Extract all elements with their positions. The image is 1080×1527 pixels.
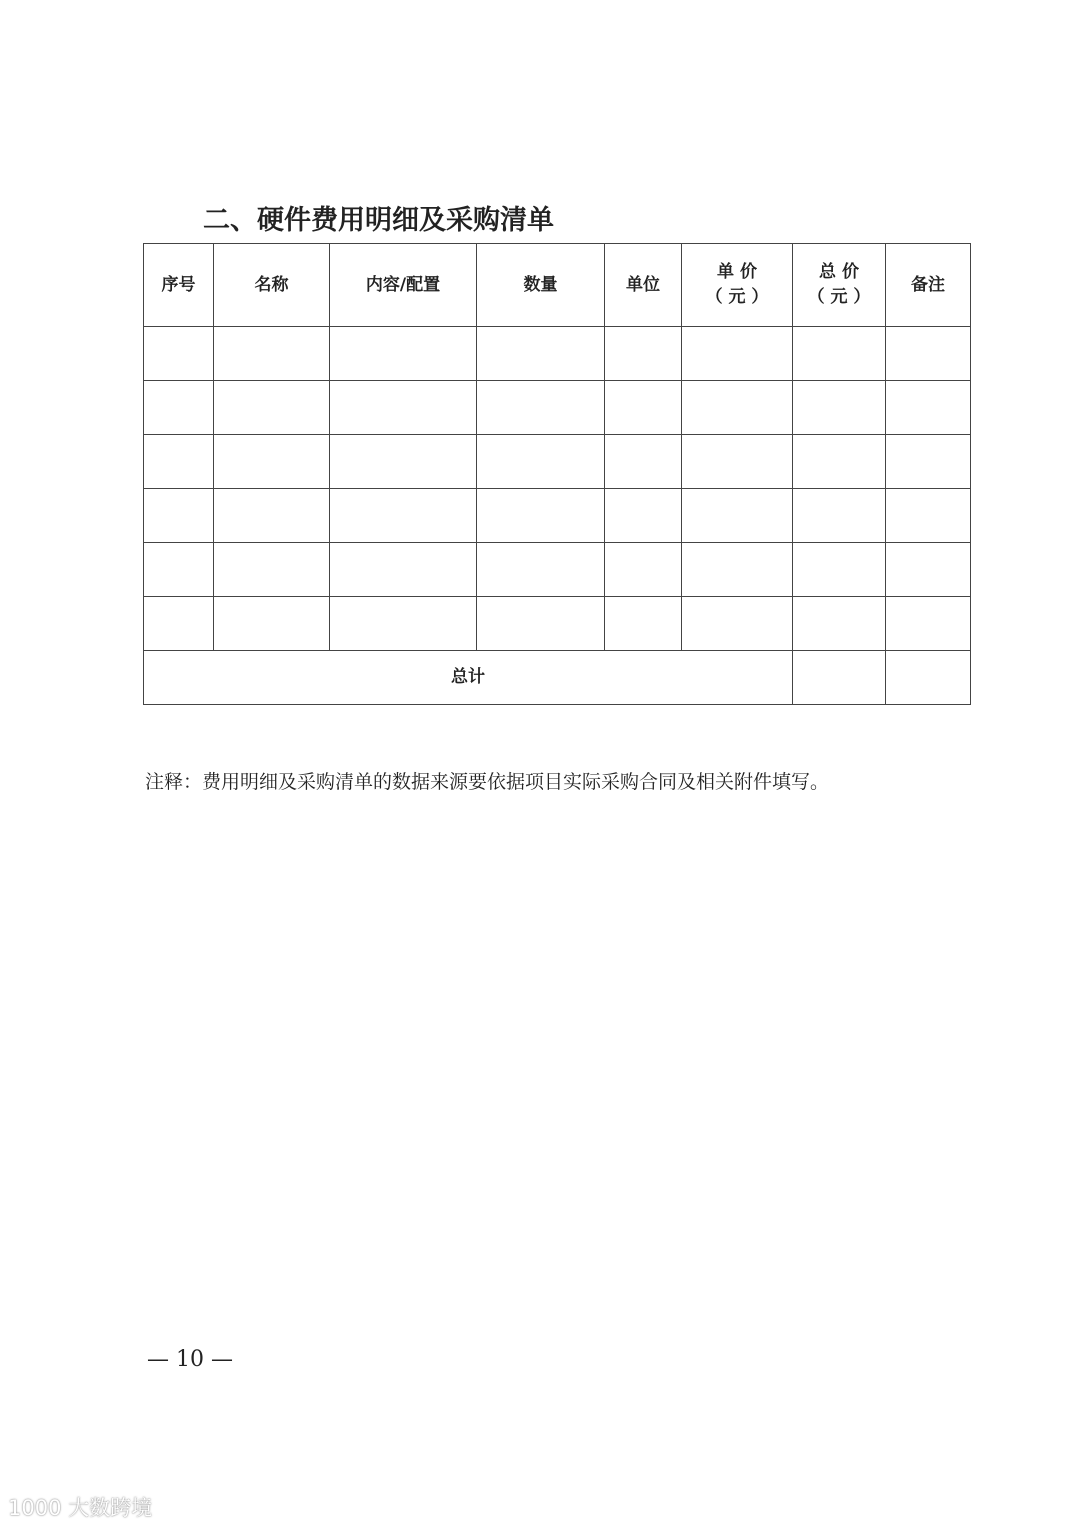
table-header-row <box>144 244 971 327</box>
table-row <box>144 597 971 651</box>
header-label: 数量 <box>523 274 558 295</box>
table-cell[interactable] <box>886 381 971 435</box>
header-name <box>214 244 330 327</box>
table-cell[interactable] <box>477 381 605 435</box>
total-label: 总计 <box>144 651 793 705</box>
header-total-price <box>793 244 886 327</box>
table-cell[interactable] <box>793 381 886 435</box>
table-cell[interactable] <box>886 327 971 381</box>
table-cell[interactable] <box>477 435 605 489</box>
table-cell[interactable] <box>682 435 793 489</box>
table-cell[interactable] <box>886 435 971 489</box>
header-sublabel: （ 元 ） <box>705 287 769 307</box>
footnote: 注释：费用明细及采购清单的数据来源要依据项目实际采购合同及相关附件填写。 <box>145 771 830 793</box>
table-cell[interactable] <box>330 489 477 543</box>
table-cell[interactable] <box>330 381 477 435</box>
table-cell[interactable] <box>605 489 682 543</box>
procurement-table <box>143 243 971 705</box>
table-cell[interactable] <box>682 489 793 543</box>
header-label: 总 价 <box>819 262 859 282</box>
total-remarks-cell[interactable] <box>886 651 971 705</box>
table-cell[interactable] <box>793 597 886 651</box>
table-cell[interactable] <box>214 489 330 543</box>
table-cell[interactable] <box>793 327 886 381</box>
table-cell[interactable] <box>605 543 682 597</box>
table-row <box>144 327 971 381</box>
table-cell[interactable] <box>605 327 682 381</box>
table-cell[interactable] <box>886 543 971 597</box>
header-label: 序号 <box>161 274 196 295</box>
table-cell[interactable] <box>214 435 330 489</box>
table-cell[interactable] <box>144 327 214 381</box>
table-cell[interactable] <box>682 597 793 651</box>
header-sublabel: （ 元 ） <box>807 287 871 307</box>
table-cell[interactable] <box>477 543 605 597</box>
header-label: 内容/配置 <box>365 274 441 295</box>
section-title: 二、硬件费用明细及采购清单 <box>203 205 554 236</box>
header-unit <box>605 244 682 327</box>
table-cell[interactable] <box>477 327 605 381</box>
table-cell[interactable] <box>605 597 682 651</box>
header-label: 备注 <box>911 274 945 295</box>
table-cell[interactable] <box>330 435 477 489</box>
table-cell[interactable] <box>605 435 682 489</box>
table-cell[interactable] <box>682 381 793 435</box>
header-index <box>144 244 214 327</box>
table-row <box>144 543 971 597</box>
header-label: 单位 <box>626 274 660 295</box>
header-quantity <box>477 244 605 327</box>
header-label: 名称 <box>254 274 289 295</box>
header-label: 单 价 <box>717 262 757 282</box>
table-cell[interactable] <box>477 489 605 543</box>
table-cell[interactable] <box>477 597 605 651</box>
table-cell[interactable] <box>144 435 214 489</box>
table-cell[interactable] <box>214 597 330 651</box>
table-cell[interactable] <box>886 489 971 543</box>
table-cell[interactable] <box>682 543 793 597</box>
watermark-logo <box>8 1492 152 1522</box>
table-cell[interactable] <box>793 543 886 597</box>
table-cell[interactable] <box>605 381 682 435</box>
table-cell[interactable] <box>214 543 330 597</box>
header-unit-price <box>682 244 793 327</box>
table-cell[interactable] <box>682 327 793 381</box>
watermark-text: 1000 大数跨境 <box>8 1496 153 1520</box>
table-cell[interactable] <box>144 381 214 435</box>
table-cell[interactable] <box>144 489 214 543</box>
table-row <box>144 489 971 543</box>
table-cell[interactable] <box>793 435 886 489</box>
table-cell[interactable] <box>144 543 214 597</box>
header-config <box>330 244 477 327</box>
table-cell[interactable] <box>214 327 330 381</box>
page-number: — 10 — <box>147 1347 233 1372</box>
table-row <box>144 435 971 489</box>
table-cell[interactable] <box>793 489 886 543</box>
table-cell[interactable] <box>886 597 971 651</box>
total-row <box>144 651 971 705</box>
table-cell[interactable] <box>144 597 214 651</box>
table-cell[interactable] <box>330 543 477 597</box>
table-cell[interactable] <box>330 327 477 381</box>
table-cell[interactable] <box>214 381 330 435</box>
table-cell[interactable] <box>330 597 477 651</box>
header-remarks <box>886 244 971 327</box>
total-price-cell[interactable] <box>793 651 886 705</box>
table-row <box>144 381 971 435</box>
